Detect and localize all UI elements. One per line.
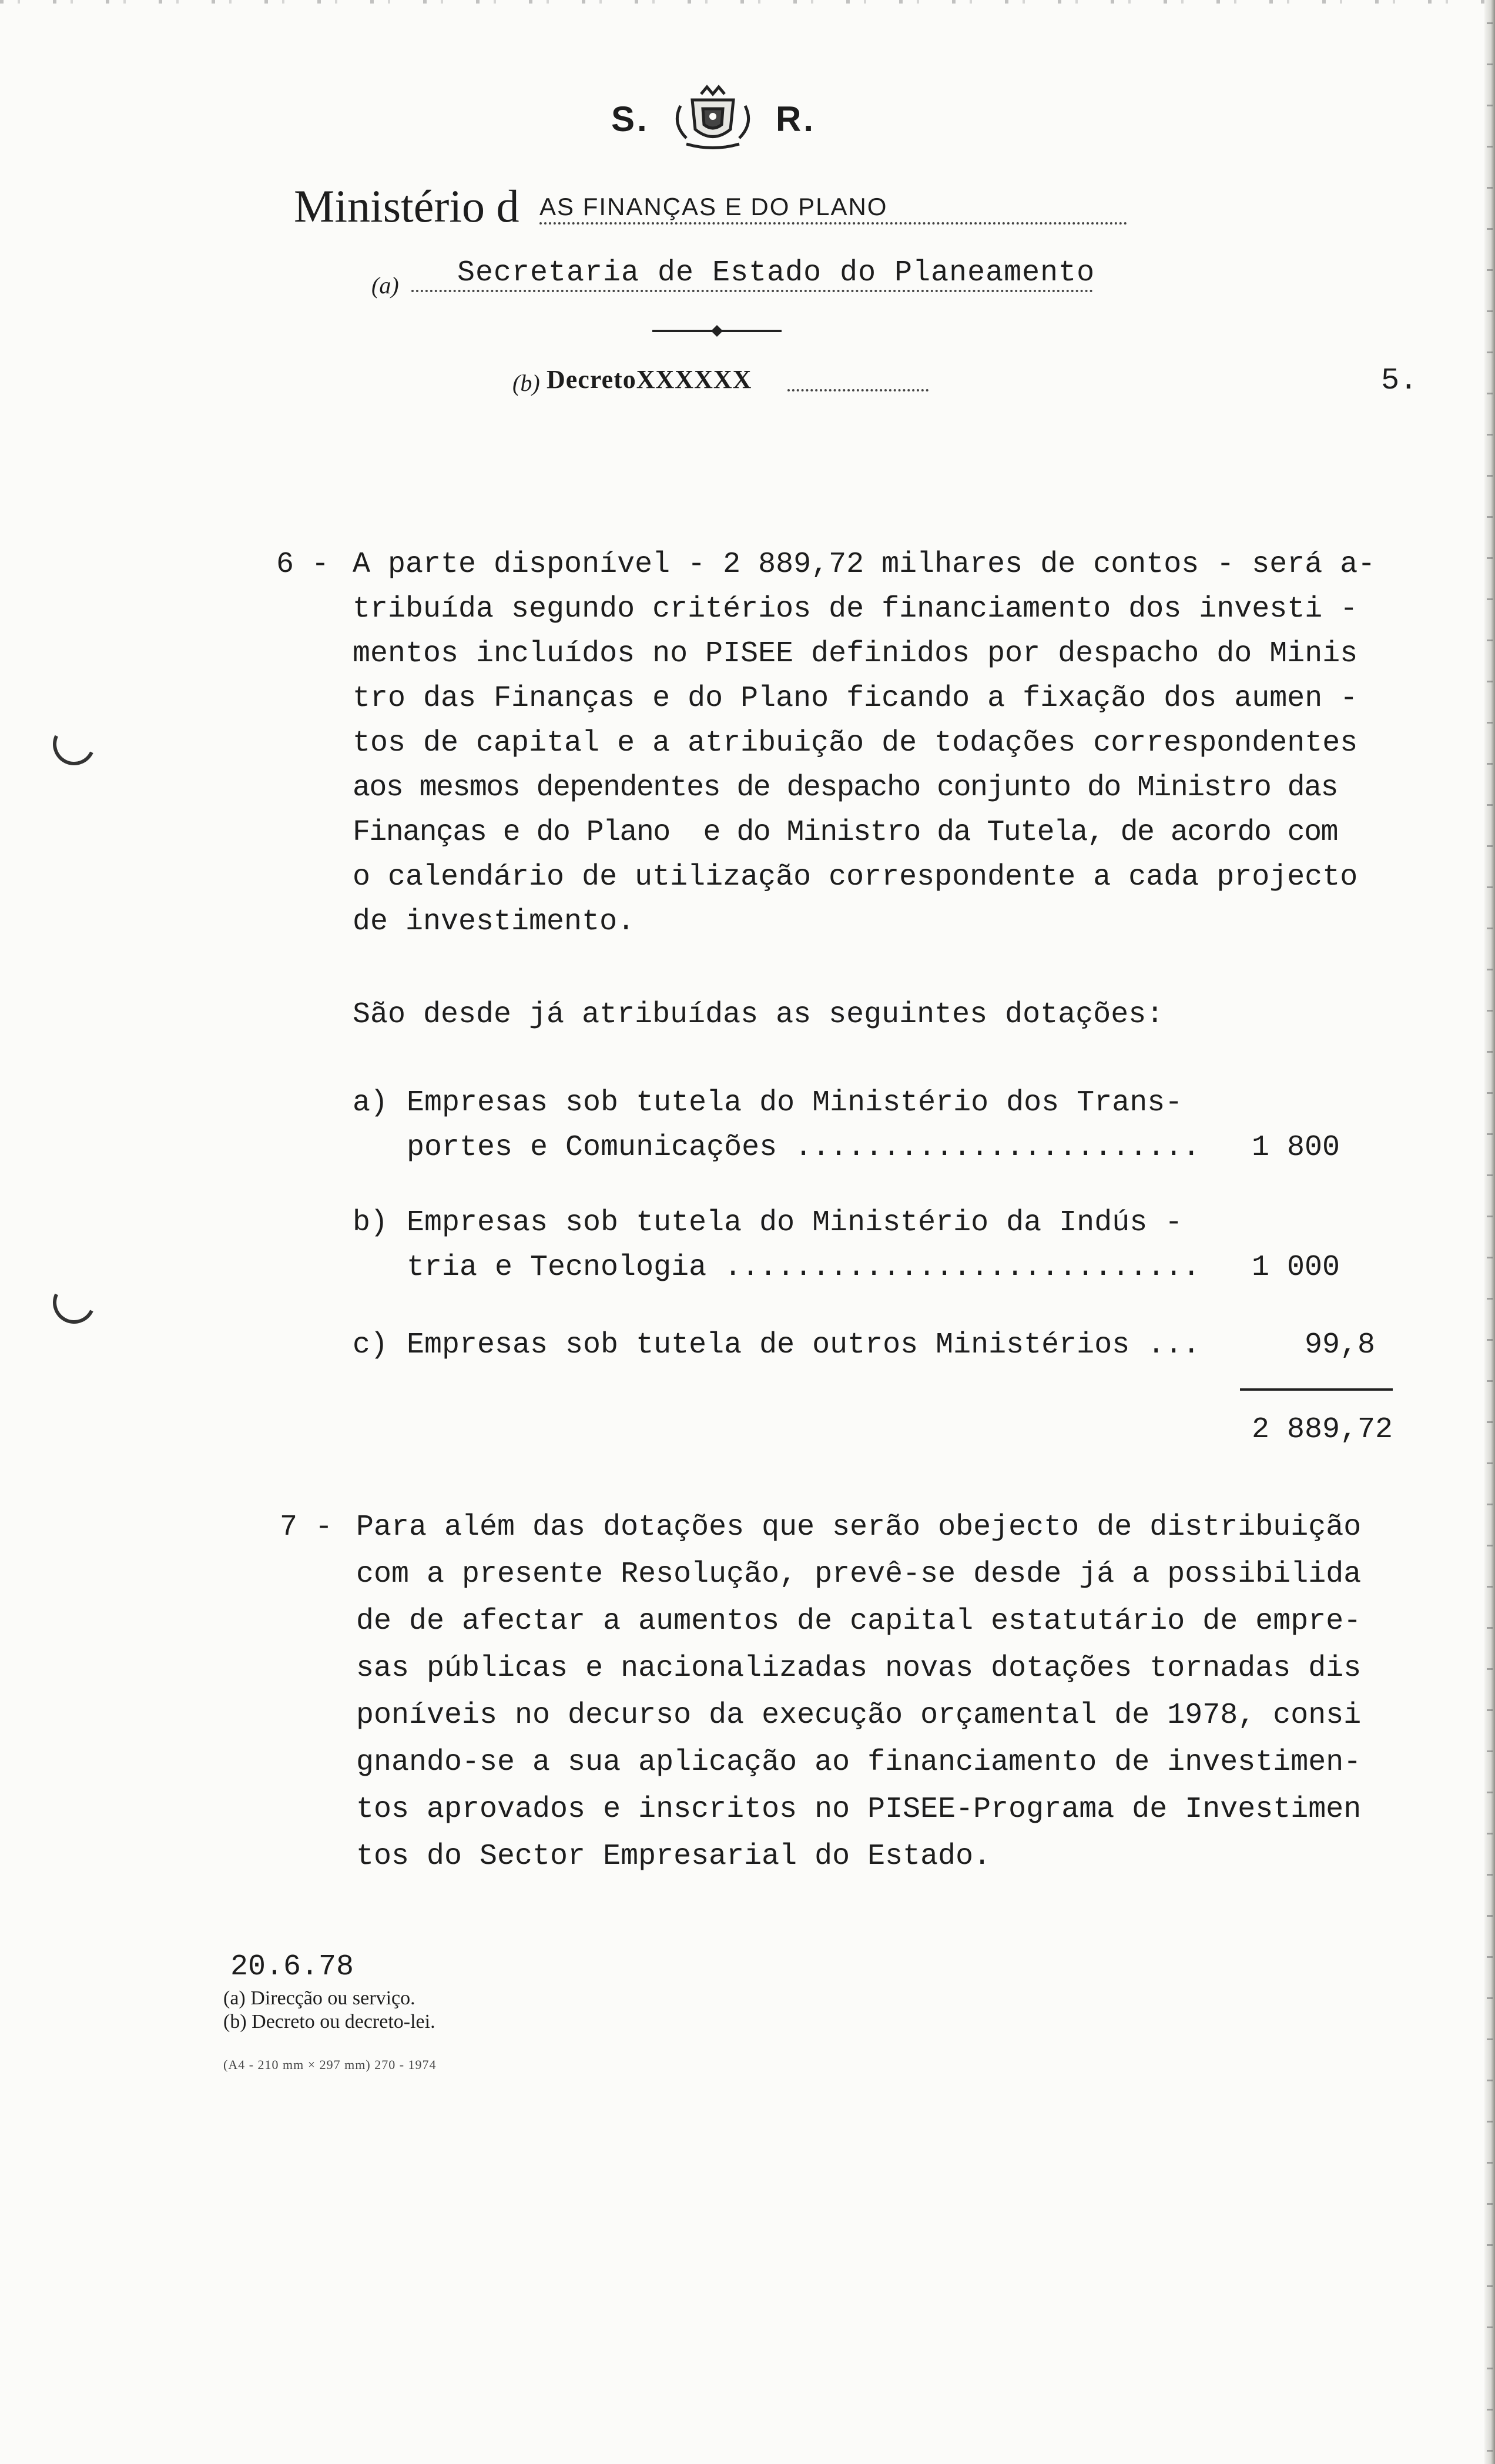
page-number: 5. <box>1381 363 1418 398</box>
section-7-number: 7 - <box>280 1511 333 1544</box>
section-6-number: 6 - <box>276 548 330 581</box>
coat-of-arms-emblem <box>669 82 757 153</box>
department-name: Secretaria de Estado do Planeamento <box>411 256 1093 292</box>
item-b-label: b) <box>353 1206 388 1240</box>
scan-top-edge <box>0 0 1495 4</box>
ornamental-divider <box>652 322 782 340</box>
section-6-line: o calendário de utilização correspondente a cada projecto <box>353 861 1358 894</box>
section-6-line: de investimento. <box>353 905 635 939</box>
item-b-line1: Empresas sob tutela do Ministério da Indús - <box>407 1206 1183 1240</box>
section-7-line: tos aprovados e inscritos no PISEE-Programa de Investimen <box>356 1793 1362 1826</box>
item-a-value: 1 800 <box>1252 1131 1340 1164</box>
section-6-line: tribuída segundo critérios de financiamento dos investi - <box>353 592 1358 626</box>
ministry-heading <box>294 180 519 233</box>
section-6-line: mentos incluídos no PISEE definidos por despacho do Minis <box>353 637 1358 671</box>
footnote-a: (a) Direcção ou serviço. <box>223 1987 415 2009</box>
section-6-line: Finanças e do Plano e do Ministro da Tutela, de acordo com <box>353 816 1338 849</box>
item-a-line1: Empresas sob tutela do Ministério dos Trans- <box>407 1086 1183 1120</box>
ministry-prefix: Ministério d <box>294 180 519 232</box>
document-date: 20.6.78 <box>230 1950 354 1984</box>
section-6-line: tos de capital e a atribuição de todações correspondentes <box>353 727 1358 760</box>
footnote-b: (b) Decreto ou decreto-lei. <box>223 2011 435 2033</box>
section-7-line: gnando-se a sua aplicação ao financiamento de investimen- <box>356 1746 1362 1779</box>
section-7-line: tos do Sector Empresarial do Estado. <box>356 1840 991 1873</box>
section-6-line: aos mesmos dependentes de despacho conjunto do Ministro das <box>353 771 1338 805</box>
binder-hole-mark <box>47 717 101 771</box>
scan-right-edge-marks <box>1487 0 1493 2464</box>
section-6-line: A parte disponível - 2 889,72 milhares de contos - será a- <box>353 548 1376 581</box>
label-a: (a) <box>371 272 399 299</box>
header-right-letter: R. <box>776 99 816 139</box>
item-c-value: 99,8 <box>1305 1328 1376 1362</box>
item-b-line2: tria e Tecnologia ........................... <box>407 1251 1201 1284</box>
item-b-value: 1 000 <box>1252 1251 1340 1284</box>
section-7-line: Para além das dotações que serão obejecto de distribuição <box>356 1511 1362 1544</box>
item-a-line2: portes e Comunicações ....................... <box>407 1131 1201 1164</box>
section-7-line: com a presente Resolução, prevê-se desde já a possibilida <box>356 1558 1362 1591</box>
label-b: (b) <box>512 370 540 396</box>
allocations-total: 2 889,72 <box>1252 1413 1393 1447</box>
item-c-line1: Empresas sob tutela de outros Ministérios ... <box>407 1328 1201 1362</box>
binder-hole-mark <box>47 1275 101 1330</box>
print-code: (A4 - 210 mm × 297 mm) 270 - 1974 <box>223 2057 437 2072</box>
struck-field-dots <box>787 389 928 391</box>
section-7-line: poníveis no decurso da execução orçamental de 1978, consi <box>356 1699 1362 1732</box>
item-a-label: a) <box>353 1086 388 1120</box>
section-7-line: sas públicas e nacionalizadas novas dotações tornadas dis <box>356 1652 1362 1685</box>
section-6-line: tro das Finanças e do Plano ficando a fixação dos aumen - <box>353 682 1358 715</box>
section-7-line: de de afectar a aumentos de capital estatutário de empre- <box>356 1605 1362 1638</box>
struck-field: DecretoXXXXXX <box>547 365 752 394</box>
total-rule <box>1240 1388 1393 1391</box>
item-c-label: c) <box>353 1328 388 1362</box>
ministry-suffix: AS FINANÇAS E DO PLANO <box>539 193 1127 225</box>
allocations-intro: São desde já atribuídas as seguintes dotações: <box>353 998 1164 1032</box>
header-left-letter: S. <box>611 99 649 139</box>
